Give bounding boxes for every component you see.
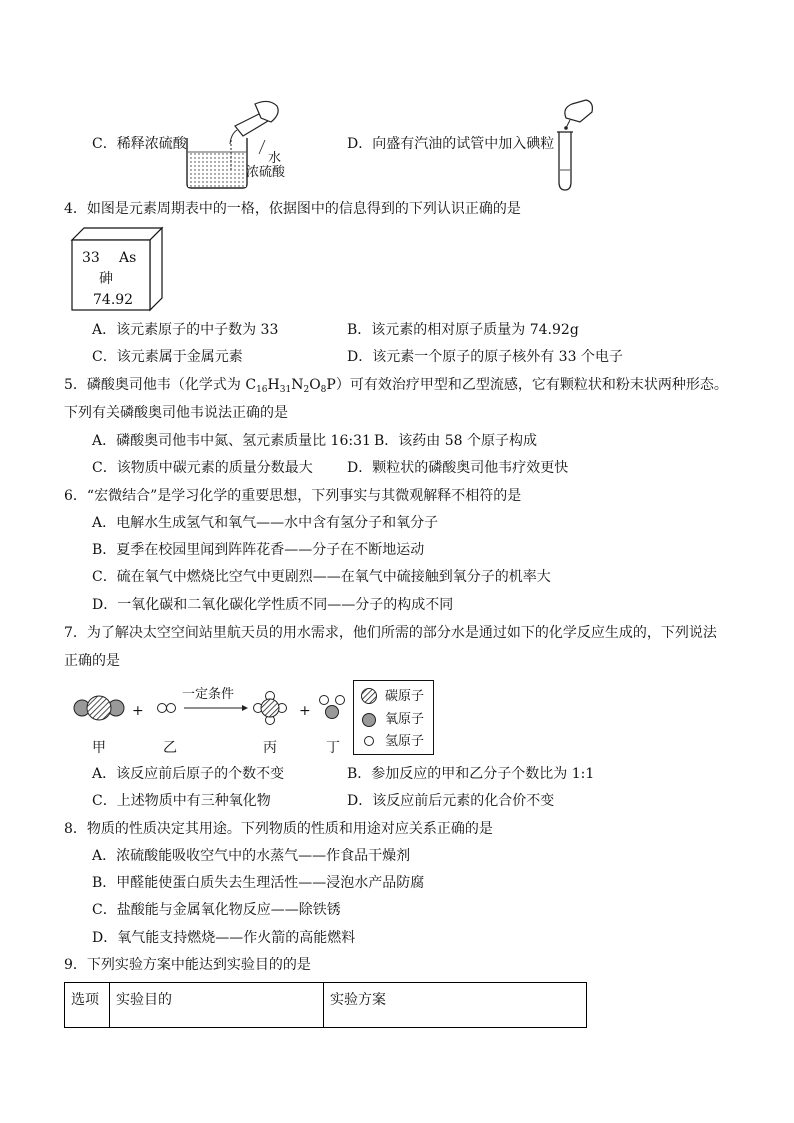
label-yi: 乙 bbox=[163, 740, 177, 756]
element-mass: 74.92 bbox=[93, 292, 134, 308]
q6-option-a: A．电解水生成氢气和氧气——水中含有氢分子和氧分子 bbox=[92, 515, 439, 531]
reaction-condition: 一定条件 bbox=[182, 687, 235, 702]
q8-option-c: C．盐酸能与金属氧化物反应——除铁锈 bbox=[92, 902, 341, 918]
q7-option-c: C．上述物质中有三种氧化物 bbox=[92, 793, 271, 809]
test-tube-illustration bbox=[552, 100, 602, 192]
q7-option-b: B．参加反应的甲和乙分子个数比为 1:1 bbox=[347, 766, 595, 782]
q4-stem: 4．如图是元素周期表中的一格，依据图中的信息得到的下列认识正确的是 bbox=[64, 201, 521, 217]
header-purpose: 实验目的 bbox=[110, 983, 324, 1028]
q7-option-d: D．该反应前后元素的化合价不变 bbox=[347, 793, 555, 809]
q8-option-d: D．氧气能支持燃烧——作火箭的高能燃料 bbox=[92, 930, 356, 946]
reaction-arrow-icon bbox=[184, 705, 248, 711]
legend-carbon: 碳原子 bbox=[385, 689, 425, 704]
header-option: 选项 bbox=[65, 983, 110, 1028]
table-header-row bbox=[65, 983, 587, 1028]
element-number: 33 bbox=[82, 250, 100, 266]
experiment-table bbox=[64, 982, 587, 1028]
q7-option-a: A．该反应前后原子的个数不变 bbox=[92, 766, 285, 782]
label-jia: 甲 bbox=[92, 740, 106, 756]
label-ding: 丁 bbox=[326, 740, 340, 756]
q3-option-c: C．稀释浓硫酸 bbox=[92, 136, 187, 152]
q5-stem-line2: 下列有关磷酸奥司他韦说法正确的是 bbox=[64, 405, 288, 421]
q5-stem: 5．磷酸奥司他韦（化学式为 $C_{16}H_{31}N_2O_8P$）可有效治疗甲型和乙型流感，它有颗粒状和粉末状两种形态。 bbox=[64, 377, 728, 395]
q6-option-c: C．硫在氧气中燃烧比空气中更剧烈——在氧气中硫接触到氧分子的机率大 bbox=[92, 569, 551, 585]
element-symbol: As bbox=[119, 250, 137, 266]
q9-stem: 9．下列实验方案中能达到实验目的的是 bbox=[64, 957, 311, 973]
beaker-icon bbox=[187, 138, 247, 188]
q4-option-d: D．该元素一个原子的原子核外有 33 个电子 bbox=[347, 349, 623, 365]
q8-option-a: A．浓硫酸能吸收空气中的水蒸气——作食品干燥剂 bbox=[92, 848, 411, 864]
label-concentrated-acid: 浓硫酸 bbox=[246, 165, 286, 180]
header-plan: 实验方案 bbox=[324, 983, 587, 1028]
h2-molecule-icon bbox=[158, 704, 176, 713]
q4-option-c: C．该元素属于金属元素 bbox=[92, 349, 243, 365]
label-bing: 丙 bbox=[263, 740, 277, 756]
element-name: 砷 bbox=[99, 271, 113, 287]
label-water: 水 bbox=[268, 151, 282, 166]
legend-oxygen: 氧原子 bbox=[385, 712, 425, 727]
q4-option-a: A．该元素原子的中子数为 33 bbox=[92, 322, 279, 338]
h2o-molecule-icon bbox=[320, 696, 345, 719]
q6-stem: 6．“宏微结合”是学习化学的重要思想，下列事实与其微观解释不相符的是 bbox=[64, 488, 522, 504]
q7-stem: 7．为了解决太空空间站里航天员的用水需求，他们所需的部分水是通过如下的化学反应生成的，下列说法 bbox=[64, 625, 717, 641]
hand-with-tweezers-icon bbox=[564, 100, 592, 130]
atom-legend-symbols bbox=[360, 684, 380, 750]
plus-sign-1: + bbox=[132, 703, 144, 719]
plus-sign-2: + bbox=[299, 703, 311, 719]
ch4-molecule-icon bbox=[254, 692, 287, 725]
q8-stem: 8．物质的性质决定其用途。下列物质的性质和用途对应关系正确的是 bbox=[64, 821, 493, 837]
q7-stem-line2: 正确的是 bbox=[64, 653, 120, 669]
q8-option-b: B．甲醛能使蛋白质失去生理活性——浸泡水产品防腐 bbox=[92, 875, 425, 891]
oxygen-atom-icon bbox=[363, 714, 376, 727]
q5-option-b: B．该药由 58 个原子构成 bbox=[374, 433, 538, 449]
hydrogen-atom-icon bbox=[365, 737, 374, 746]
carbon-atom-icon bbox=[362, 689, 377, 704]
q4-option-b: B．该元素的相对原子质量为 74.92g bbox=[347, 322, 579, 338]
q5-option-a: A．磷酸奥司他韦中氮、氢元素质量比 16:31 bbox=[92, 433, 371, 449]
q3-option-d: D．向盛有汽油的试管中加入碘粒 bbox=[347, 136, 555, 152]
legend-hydrogen: 氢原子 bbox=[385, 734, 425, 749]
test-tube-icon bbox=[557, 132, 573, 190]
q6-option-b: B．夏季在校园里闻到阵阵花香——分子在不断地运动 bbox=[92, 542, 425, 558]
q5-option-c: C．该物质中碳元素的质量分数最大 bbox=[92, 460, 313, 476]
q6-option-d: D．一氧化碳和二氧化碳化学性质不同——分子的构成不同 bbox=[92, 597, 454, 613]
q5-option-d: D．颗粒状的磷酸奥司他韦疗效更快 bbox=[347, 460, 569, 476]
co2-molecule-icon bbox=[74, 696, 124, 720]
